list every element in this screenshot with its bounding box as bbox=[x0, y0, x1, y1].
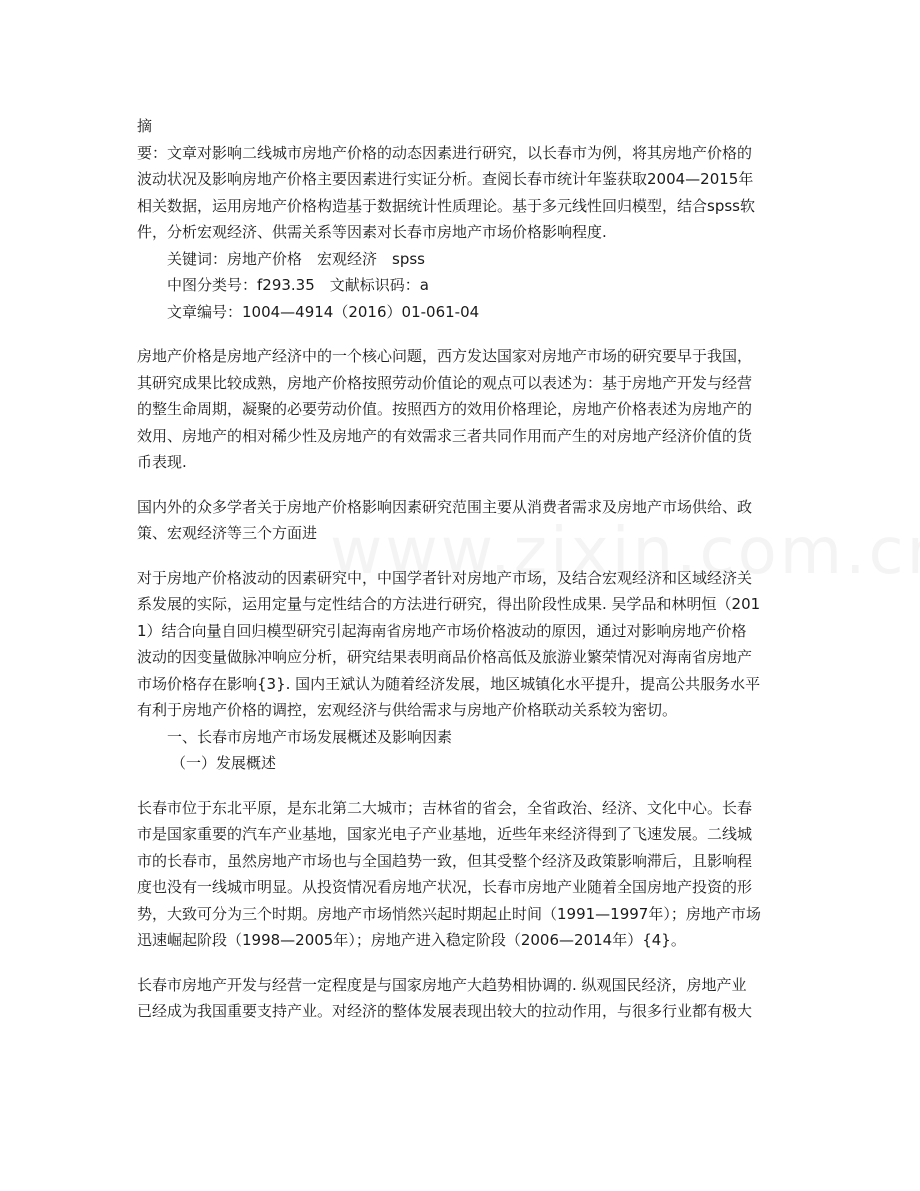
paragraph-1 bbox=[137, 343, 787, 476]
abstract-line: 要：文章对影响二线城市房地产价格的动态因素进行研究，以长春市为例，将其房地产价格的 bbox=[137, 143, 753, 162]
section-heading: 一、长春市房地产市场发展概述及影响因素 bbox=[167, 727, 453, 746]
paragraph-line: 已经成为我国重要支持产业。对经济的整体发展表现出较大的拉动作用，与很多行业都有极大 bbox=[137, 1002, 753, 1020]
abstract-line: 件，分析宏观经济、供需关系等因素对长春市房地产市场价格影响程度. bbox=[137, 223, 607, 241]
document-page bbox=[137, 113, 787, 1025]
subsection-heading: （一）发展概述 bbox=[171, 754, 277, 772]
paragraph-line: 市的长春市，虽然房地产市场也与全国趋势一致，但其受整个经济及政策影响滞后，且影响程 bbox=[137, 851, 753, 870]
paragraph-line: 市是国家重要的汽车产业基地，国家光电子产业基地，近些年来经济得到了飞速发展。二线城 bbox=[137, 825, 753, 843]
paragraph-line: 1）结合向量自回归模型研究引起海南省房地产市场价格波动的原因，通过对影响房地产价格 bbox=[137, 621, 747, 640]
abstract-line: 摘 bbox=[137, 117, 153, 135]
paragraph-line: 长春市房地产开发与经营一定程度是与国家房地产大趋势相协调的. 纵观国民经济，房地产业 bbox=[137, 975, 747, 994]
article-number: 文章编号：1004—4914（2016）01-061-04 bbox=[167, 302, 480, 321]
abstract-line: 波动状况及影响房地产价格主要因素进行实证分析。查阅长春市统计年鉴获取2004—2015年 bbox=[137, 170, 754, 188]
paragraph-line: 其研究成果比较成熟，房地产价格按照劳动价值论的观点可以表述为：基于房地产开发与经营 bbox=[137, 373, 753, 392]
paragraph-line: 房地产价格是房地产经济中的一个核心问题，西方发达国家对房地产市场的研究要早于我国， bbox=[137, 347, 753, 365]
paragraph-line: 国内外的众多学者关于房地产价格影响因素研究范围主要从消费者需求及房地产市场供给、政 bbox=[137, 497, 753, 516]
paragraph-line: 有利于房地产价格的调控，宏观经济与供给需求与房地产价格联动关系较为密切。 bbox=[137, 701, 678, 719]
paragraph-line: 度也没有一线城市明显。从投资情况看房地产状况，长春市房地产业随着全国房地产投资的形 bbox=[137, 878, 753, 896]
abstract-section bbox=[137, 113, 787, 325]
paragraph-line: 系发展的实际，运用定量与定性结合的方法进行研究，得出阶段性成果. 吴学品和林明恒（201 bbox=[137, 595, 761, 613]
paragraph-line: 势，大致可分为三个时期。房地产市场悄然兴起时期起止时间（1991—1997年）；房地产市场 bbox=[137, 904, 761, 923]
paragraph-line: 策、宏观经济等三个方面进 bbox=[137, 524, 318, 542]
paragraph-5 bbox=[137, 972, 787, 1025]
paragraph-line: 长春市位于东北平原，是东北第二大城市；吉林省的省会，全省政治、经济、文化中心。长春 bbox=[137, 798, 753, 817]
classification-number: 中图分类号：f293.35 文献标识码：a bbox=[167, 276, 429, 294]
keywords: 关键词：房地产价格 宏观经济 spss bbox=[167, 249, 425, 268]
paragraph-2 bbox=[137, 494, 787, 547]
paragraph-line: 波动的因变量做脉冲响应分析，研究结果表明商品价格高低及旅游业繁荣情况对海南省房地产 bbox=[137, 648, 753, 666]
paragraph-line: 对于房地产价格波动的因素研究中，中国学者针对房地产市场，及结合宏观经济和区域经济关 bbox=[137, 568, 753, 587]
paragraph-line: 效用、房地产的相对稀少性及房地产的有效需求三者共同作用而产生的对房地产经济价值的货 bbox=[137, 426, 753, 445]
paragraph-line: 市场价格存在影响{3}. 国内王斌认为随着经济发展，地区城镇化水平提升，提高公共服务水平 bbox=[137, 674, 761, 693]
paragraph-line: 迅速崛起阶段（1998—2005年）；房地产进入稳定阶段（2006—2014年）{4}。 bbox=[137, 931, 686, 949]
paragraph-line: 的整生命周期，凝聚的必要劳动价值。按照西方的效用价格理论，房地产价格表述为房地产的 bbox=[137, 400, 753, 418]
paragraph-line: 币表现. bbox=[137, 453, 187, 471]
paragraph-3 bbox=[137, 565, 787, 724]
paragraph-4 bbox=[137, 795, 787, 954]
abstract-line: 相关数据，运用房地产价格构造基于数据统计性质理论。基于多元线性回归模型，结合spss软 bbox=[137, 196, 755, 215]
